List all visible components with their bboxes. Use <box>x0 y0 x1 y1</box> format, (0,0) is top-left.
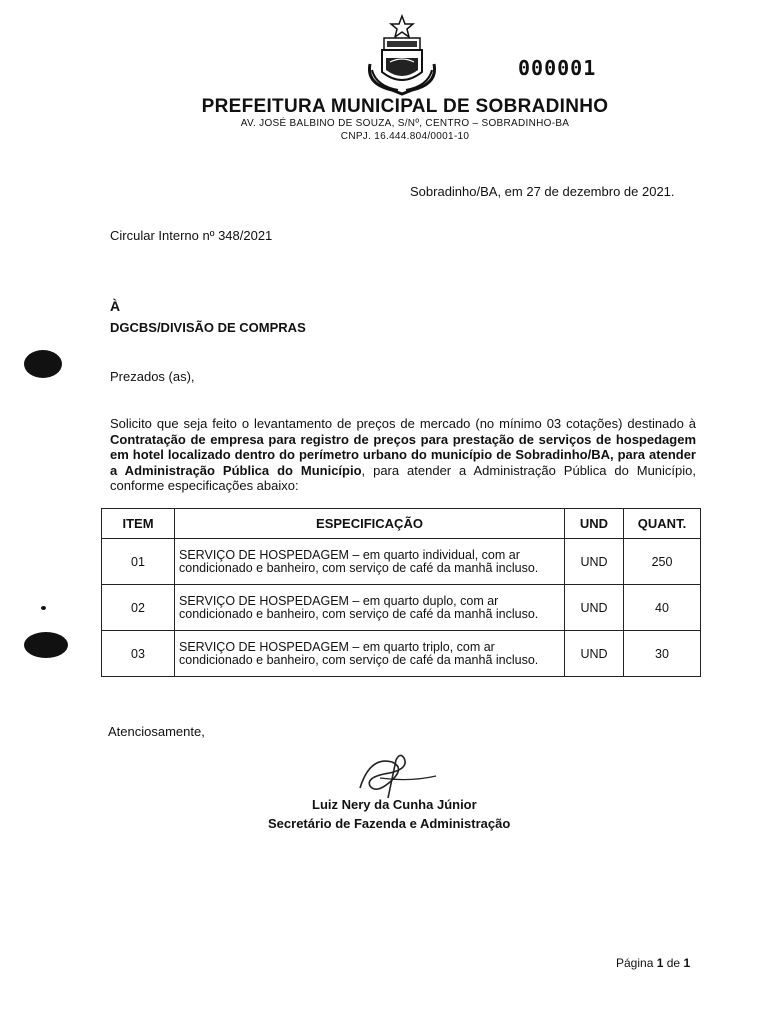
scan-speck <box>41 606 46 610</box>
row-spec: SERVIÇO DE HOSPEDAGEM – em quarto triplo, com ar condicionado e banheiro, com serviço de café da manhã incluso. <box>175 631 565 677</box>
document-number: 000001 <box>518 56 597 80</box>
signer-role: Secretário de Fazenda e Administração <box>268 816 511 831</box>
row-item: 01 <box>102 539 175 585</box>
row-spec: SERVIÇO DE HOSPEDAGEM – em quarto individual, com ar condicionado e banheiro, com serviço de café da manhã incluso. <box>175 539 565 585</box>
greeting: Prezados (as), <box>110 369 195 384</box>
table-row <box>102 585 701 631</box>
row-quant: 40 <box>624 585 701 631</box>
row-und: UND <box>565 585 624 631</box>
header-address: AV. JOSÉ BALBINO DE SOUZA, S/Nº, CENTRO – SOBRADINHO-BA <box>240 118 570 129</box>
header-cnpj: CNPJ. 16.444.804/0001-10 <box>340 131 470 142</box>
signer-name: Luiz Nery da Cunha Júnior <box>312 797 477 812</box>
header-spec: ESPECIFICAÇÃO <box>175 509 565 539</box>
body-intro: Solicito que seja feito o levantamento de preços de mercado (no mínimo 03 cotações) destinado à <box>110 416 696 431</box>
page-sep: de <box>666 956 681 970</box>
page-current: 1 <box>656 956 664 970</box>
items-table <box>101 508 701 677</box>
table-header-row <box>102 509 701 539</box>
row-quant: 250 <box>624 539 701 585</box>
punch-hole-mark <box>24 632 68 658</box>
header-und: UND <box>565 509 624 539</box>
row-quant: 30 <box>624 631 701 677</box>
page-number <box>616 956 690 970</box>
body-paragraph <box>110 416 696 494</box>
punch-hole-mark <box>24 350 62 378</box>
table-row <box>102 631 701 677</box>
row-spec: SERVIÇO DE HOSPEDAGEM – em quarto duplo, com ar condicionado e banheiro, com serviço de café da manhã incluso. <box>175 585 565 631</box>
circular-number: Circular Interno nº 348/2021 <box>110 228 273 243</box>
recipient-department: DGCBS/DIVISÃO DE COMPRAS <box>110 320 306 335</box>
body-end: , para atender a Administração Pública do Município, conforme especificações abaixo: <box>110 462 696 493</box>
table-row <box>102 539 701 585</box>
date-line: Sobradinho/BA, em 27 de dezembro de 2021. <box>410 184 675 199</box>
row-und: UND <box>565 539 624 585</box>
page-label: Página <box>616 956 654 970</box>
page-total: 1 <box>683 956 691 970</box>
header-quant: QUANT. <box>624 509 701 539</box>
closing-text: Atenciosamente, <box>108 724 205 739</box>
coat-of-arms-icon <box>362 14 442 96</box>
row-item: 03 <box>102 631 175 677</box>
row-und: UND <box>565 631 624 677</box>
body-bold-subject: Contratação de empresa para registro de preços para prestação de serviços de hospedagem em hotel localizado dentro do perímetro urbano do município de Sobradinho/BA, para atender a Administração Pública do Município <box>110 431 696 478</box>
header-item: ITEM <box>102 509 175 539</box>
recipient-prefix: À <box>110 298 121 314</box>
row-item: 02 <box>102 585 175 631</box>
header-title: PREFEITURA MUNICIPAL DE SOBRADINHO <box>201 96 609 117</box>
